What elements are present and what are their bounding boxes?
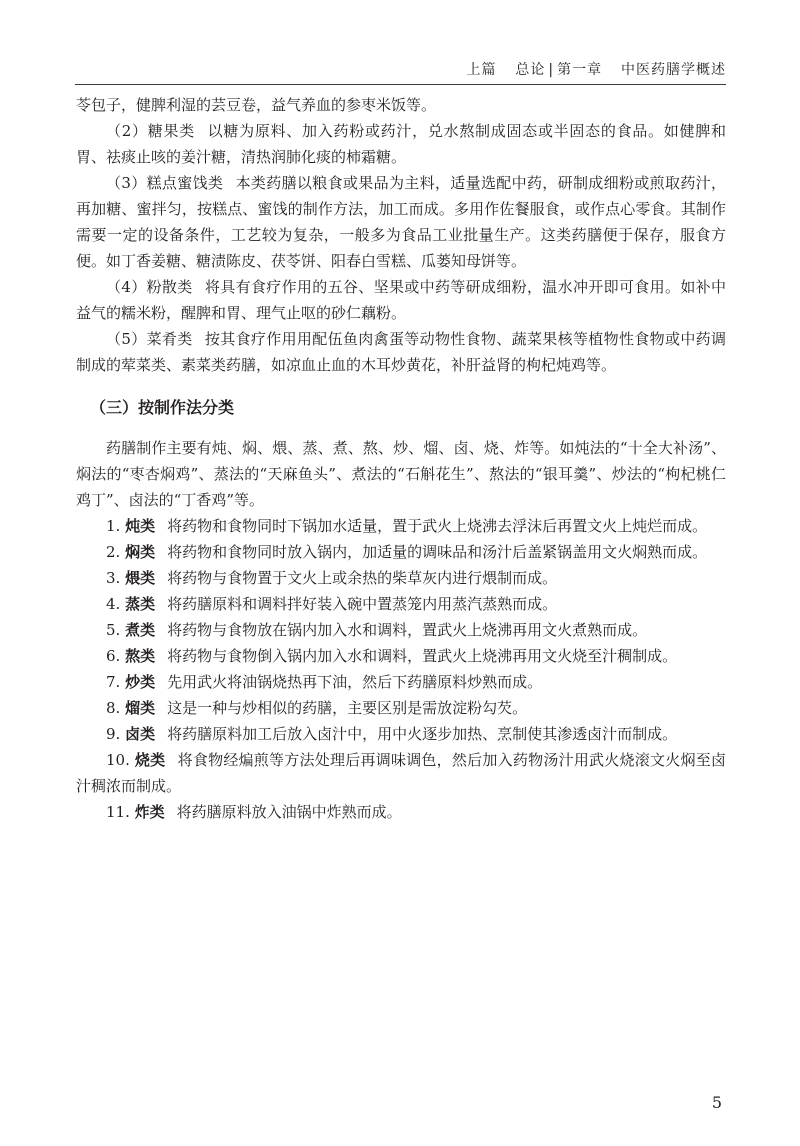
food-type-paragraph [76, 118, 726, 170]
food-type-title: 粉散类 [146, 278, 193, 296]
method-text: 将药物和食物同时放入锅内，加适量的调味品和汤汁后盖紧锅盖用文火焖熟而成。 [167, 543, 708, 561]
method-item [76, 799, 726, 825]
method-number: 11. [106, 803, 130, 821]
section-intro: 药膳制作主要有炖、焖、煨、蒸、煮、熬、炒、熘、卤、烧、炸等。如炖法的“十全大补汤”、焖法的“枣杏焖鸡”、蒸法的“天麻鱼头”、煮法的“石斛花生”、熬法的“银耳羹”、炒法的“枸杞桃仁鸡丁”、卤法的“丁香鸡”等。 [76, 439, 726, 509]
food-type-number: （3） [106, 174, 147, 192]
method-number: 4. [106, 595, 121, 613]
method-text: 将食物经煸煎等方法处理后再调味调色，然后加入药物汤汁用武火烧滚文火焖至卤汁稠浓而制成。 [76, 751, 726, 795]
page-number: 5 [711, 1093, 722, 1112]
method-number: 3. [106, 569, 121, 587]
method-number: 5. [106, 621, 121, 639]
method-text: 将药膳原料和调料拌好装入碗中置蒸笼内用蒸汽蒸熟而成。 [167, 595, 558, 613]
food-type-number: （5） [106, 330, 147, 348]
header-separator: | [548, 62, 555, 78]
food-type-text: 以糖为原料、加入药粉或药汁，兑水熬制成固态或半固态的食品。如健脾和胃、祛痰止咳的姜汁糖，清热润肺化痰的柿霜糖。 [76, 122, 726, 166]
header-part: 上篇 [466, 62, 497, 78]
header-chapter: 第一章 [557, 62, 603, 78]
method-text: 将药膳原料放入油锅中炸熟而成。 [176, 803, 402, 821]
method-text: 这是一种与炒相似的药膳，主要区别是需放淀粉勾芡。 [167, 699, 528, 717]
method-title: 焖类 [125, 543, 156, 561]
method-item [76, 591, 726, 617]
method-text: 将药物与食物放在锅内加入水和调料，置武火上烧沸再用文火煮熟而成。 [167, 621, 648, 639]
method-number: 9. [106, 725, 121, 743]
method-title: 熬类 [125, 647, 156, 665]
food-type-number: （4） [106, 278, 147, 296]
method-item [76, 513, 726, 539]
food-type-text: 按其食疗作用用配伍鱼肉禽蛋等动物性食物、蔬菜果核等植物性食物或中药调制成的荤菜类、素菜类药膳，如凉血止血的木耳炒黄花，补肝益肾的枸杞炖鸡等。 [76, 330, 726, 374]
method-item [76, 565, 726, 591]
method-title: 煮类 [125, 621, 156, 639]
method-item [76, 747, 726, 799]
method-item [76, 669, 726, 695]
food-type-title: 糖果类 [147, 122, 195, 140]
method-title: 卤类 [125, 725, 156, 743]
food-type-paragraph [76, 274, 726, 326]
method-item [76, 721, 726, 747]
method-number: 2. [106, 543, 121, 561]
header-chapter-title: 中医药膳学概述 [621, 62, 726, 78]
method-number: 10. [106, 751, 130, 769]
method-text: 将药物和食物同时下锅加水适量，置于武火上烧沸去浮沫后再置文火上炖烂而成。 [167, 517, 708, 535]
food-type-title: 糕点蜜饯类 [146, 174, 224, 192]
page-body [76, 92, 726, 825]
food-type-number: （2） [106, 122, 148, 140]
method-text: 先用武火将油锅烧热再下油，然后下药膳原料炒熟而成。 [167, 673, 543, 691]
header-section: 总论 [515, 62, 546, 78]
method-title: 煨类 [125, 569, 156, 587]
section-heading: （三）按制作法分类 [90, 398, 235, 417]
method-item [76, 643, 726, 669]
method-text: 将药物与食物倒入锅内加入水和调料，置武火上烧沸再用文火烧至汁稠制成。 [167, 647, 678, 665]
method-number: 8. [106, 699, 121, 717]
method-item [76, 539, 726, 565]
method-title: 熘类 [125, 699, 156, 717]
method-text: 将药物与食物置于文火上或余热的柴草灰内进行煨制而成。 [167, 569, 558, 587]
food-type-paragraph [76, 170, 726, 274]
method-title: 炖类 [125, 517, 156, 535]
method-text: 将药膳原料加工后放入卤汁中，用中火逐步加热、烹制使其渗透卤汁而制成。 [167, 725, 678, 743]
running-header [75, 60, 726, 85]
method-title: 烧类 [134, 751, 166, 769]
method-title: 蒸类 [125, 595, 156, 613]
method-item [76, 617, 726, 643]
method-number: 6. [106, 647, 121, 665]
method-number: 1. [106, 517, 121, 535]
paragraph-continuation: 苓包子，健脾利湿的芸豆卷，益气养血的参枣米饭等。 [76, 96, 437, 114]
method-title: 炸类 [134, 803, 165, 821]
method-number: 7. [106, 673, 121, 691]
food-type-paragraph [76, 326, 726, 378]
food-type-text: 本类药膳以粮食或果品为主料，适量选配中药，研制成细粉或煎取药汁，再加糖、蜜拌匀，按糕点、蜜饯的制作方法，加工而成。多用作佐餐服食，或作点心零食。其制作需要一定的设备条件，工艺较为复杂，一般多为食品工业批量生产。这类药膳便于保存，服食方便。如丁香姜糖、糖渍陈皮、茯苓饼、阳春白雪糕、瓜蒌知母饼等。 [76, 174, 726, 270]
food-type-title: 菜肴类 [146, 330, 193, 348]
food-type-text: 将具有食疗作用的五谷、坚果或中药等研成细粉，温水冲开即可食用。如补中益气的糯米粉，醒脾和胃、理气止呕的砂仁藕粉。 [76, 278, 726, 322]
method-item [76, 695, 726, 721]
method-title: 炒类 [125, 673, 156, 691]
